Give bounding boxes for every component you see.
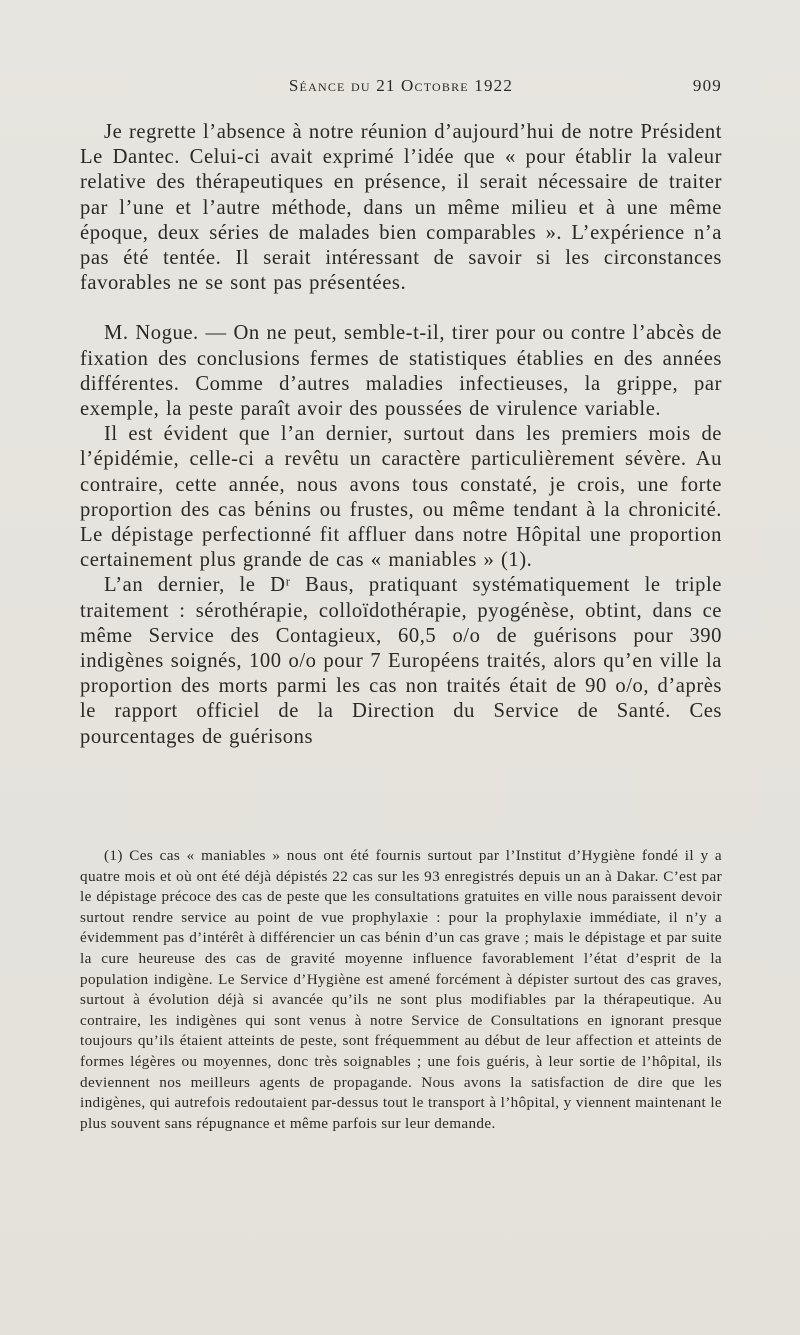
main-text [80, 120, 722, 750]
footnote-text: (1) Ces cas « maniables » nous ont été fournis surtout par l’Institut d’Hygiène fondé il y a quatre mois et où ont été déjà dépistés 22 cas sur les 93 enregistrés depuis un an à Dakar. C’est par le dépistage précoce des cas de peste que les consultations gratuites en ville nous paraissent devoir surtout rendre service au point de vue prophylaxie : pour la prophylaxie immédiate, il n’y a évidemment pas d’intérêt à différencier un cas bénin d’un cas grave ; mais le dépistage et par suite la cure heureuse des cas de gravité moyenne influence favorablement l’état d’esprit de la population indigène. Le Service d’Hygiène est amené forcément à dépister surtout des cas graves, surtout à évolution déjà si avancée qu’ils ne sont plus modifiables par la thérapeutique. Au contraire, les indigènes qui sont venus à notre Service de Consultations en ignorant presque toujours qu’ils étaient atteints de peste, sont fréquemment au début de leur affection et atteints de formes légères ou moyennes, donc très soignables ; une fois guéris, à leur sortie de l’hôpital, ils deviennent nos meilleurs agents de propagande. Nous avons la satisfaction de dire que les indigènes, qui autrefois redoutaient par-dessus tout le transport à l’hôpital, y viennent maintenant le plus souvent sans répugnance et même parfois sur leur demande. [80, 847, 722, 1132]
paragraph-4: L’an dernier, le Dʳ Baus, pratiquant systématiquement le triple traitement : sérothérapie, colloïdothérapie, pyogénèse, obtint, dans ce même Service des Contagieux, 60,5 o/o de guérisons pour 390 indigènes soignés, 100 o/o pour 7 Européens traités, alors qu’en ville la proportion des morts parmi les cas non traités était de 90 o/o, d’après le rapport officiel de la Direction du Service de Santé. Ces pourcentages de guérisons [80, 574, 722, 748]
paragraph-3: Il est évident que l’an dernier, surtout dans les premiers mois de l’épidémie, celle-ci a revêtu un caractère particulièrement sévère. Au contraire, cette année, nous avons tous constaté, je crois, une forte proportion des cas bénins ou frustes, ou même tendant à la chronicité. Le dépistage perfectionné fit affluer dans notre Hôpital une proportion certainement plus grande de cas « maniables » (1). [80, 423, 722, 572]
paragraph-1: Je regrette l’absence à notre réunion d’aujourd’hui de notre Président Le Dantec. Celui-ci avait exprimé l’idée que « pour établir la valeur relative des thérapeutiques en présence, il serait nécessaire de traiter par l’une et l’autre méthode, dans un même milieu et à une même époque, deux séries de malades bien comparables ». L’expérience n’a pas été tentée. Il serait intéressant de savoir si les circonstances favorables ne se sont pas présentées. [80, 121, 722, 295]
header-title: Séance du 21 Octobre 1922 [288, 76, 514, 95]
footnote [80, 846, 722, 1134]
page-number: 909 [692, 76, 722, 95]
running-header [80, 76, 722, 102]
paragraph-2: M. Nogue. — On ne peut, semble-t-il, tirer pour ou contre l’abcès de fixation des conclusions fermes de statistiques établies en des années différentes. Comme d’autres maladies infectieuses, la grippe, par exemple, la peste paraît avoir des poussées de virulence variable. [80, 322, 722, 421]
